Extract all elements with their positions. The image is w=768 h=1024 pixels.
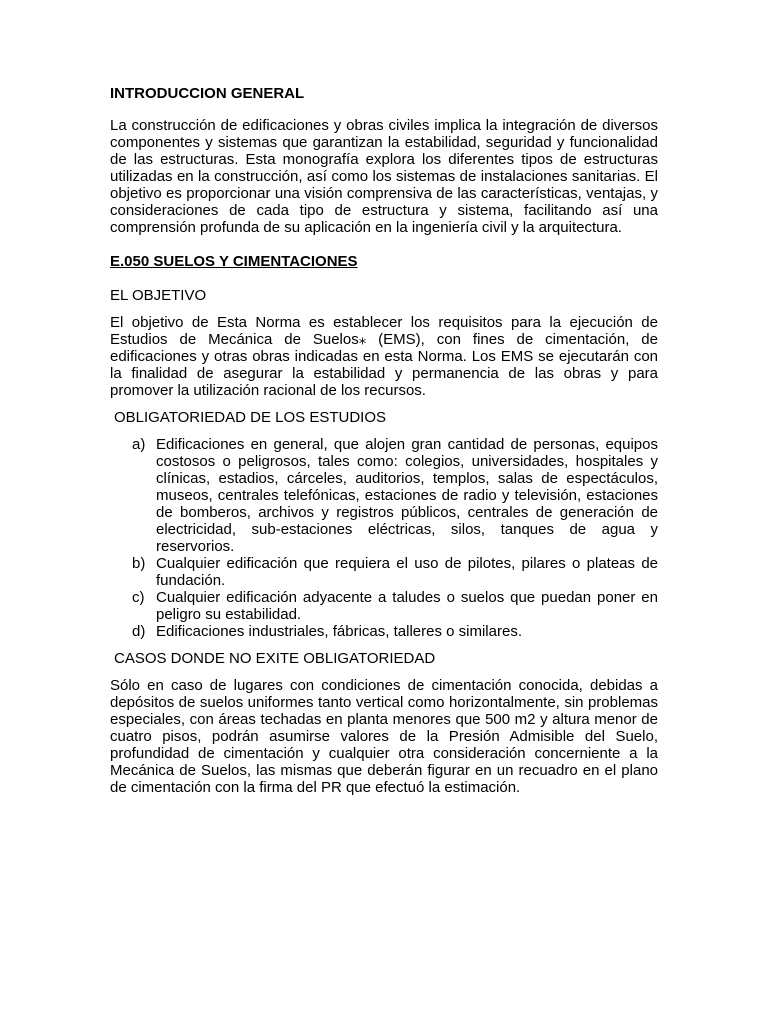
list-marker: b) [132,555,146,572]
intro-heading: INTRODUCCION GENERAL [110,85,305,102]
casos-paragraph: Sólo en caso de lugares con condiciones de cimentación conocida, debidas a depósitos de suelos uniformes tanto vertical como horizontalmente, sin problemas especiales, con áreas techadas en planta menores que 500 m2 y altura menor de cuatro pisos, podrán asumirse valores de la Presión Admisible del Suelo, profundidad de cimentación y cualquier otra consideración concerniente a la Mecánica de Suelos, las mismas que deberán figurar en un recuadro en el plano de cimentación con la firma del PR que efectuó la estimación. [110,677,658,796]
list-item-text: Edificaciones en general, que alojen gran cantidad de personas, equipos costosos o peligrosos, tales como: colegios, universidades, hospitales y clínicas, estadios, cárceles, auditorios, templos, salas de espectáculos, museos, centrales telefónicas, estaciones de radio y televisión, estaciones de bomberos, archivos y registros públicos, centrales de generación de electricidad, sub-estaciones eléctricas, silos, tanques de agua y reservorios. [156,436,658,555]
casos-heading: CASOS DONDE NO EXITE OBLIGATORIEDAD [114,650,436,667]
list-item-text: Edificaciones industriales, fábricas, talleres o similares. [156,623,522,640]
obligatoriedad-list [110,436,658,640]
list-marker: c) [132,589,145,606]
list-item [110,436,658,555]
list-item-text: Cualquier edificación adyacente a taludes o suelos que puedan poner en peligro su estabilidad. [156,589,658,623]
norm-heading: E.050 SUELOS Y CIMENTACIONES [110,253,358,270]
list-item [110,555,658,589]
list-item [110,623,658,640]
objetivo-heading: EL OBJETIVO [110,287,207,304]
obligatoriedad-heading: OBLIGATORIEDAD DE LOS ESTUDIOS [114,409,387,426]
list-item-text: Cualquier edificación que requiera el uso de pilotes, pilares o plateas de fundación. [156,555,658,589]
list-marker: a) [132,436,146,453]
intro-paragraph: La construcción de edificaciones y obras civiles implica la integración de diversos componentes y sistemas que garantizan la estabilidad, seguridad y funcionalidad de las estructuras. Esta monografía explora los diferentes tipos de estructuras utilizadas en la construcción, así como los sistemas de instalaciones sanitarias. El objetivo es proporcionar una visión comprensiva de las características, ventajas, y consideraciones de cada tipo de estructura y sistema, facilitando así una comprensión profunda de su aplicación en la ingeniería civil y la arquitectura. [110,117,658,236]
objetivo-paragraph: El objetivo de Esta Norma es establecer los requisitos para la ejecución de Estudios de Mecánica de Suelos⁎ (EMS), con fines de cimentación, de edificaciones y otras obras indicadas en esta Norma. Los EMS se ejecutarán con la finalidad de asegurar la estabilidad y permanencia de las obras y para promover la utilización racional de los recursos. [110,314,658,399]
list-marker: d) [132,623,146,640]
list-item [110,589,658,623]
